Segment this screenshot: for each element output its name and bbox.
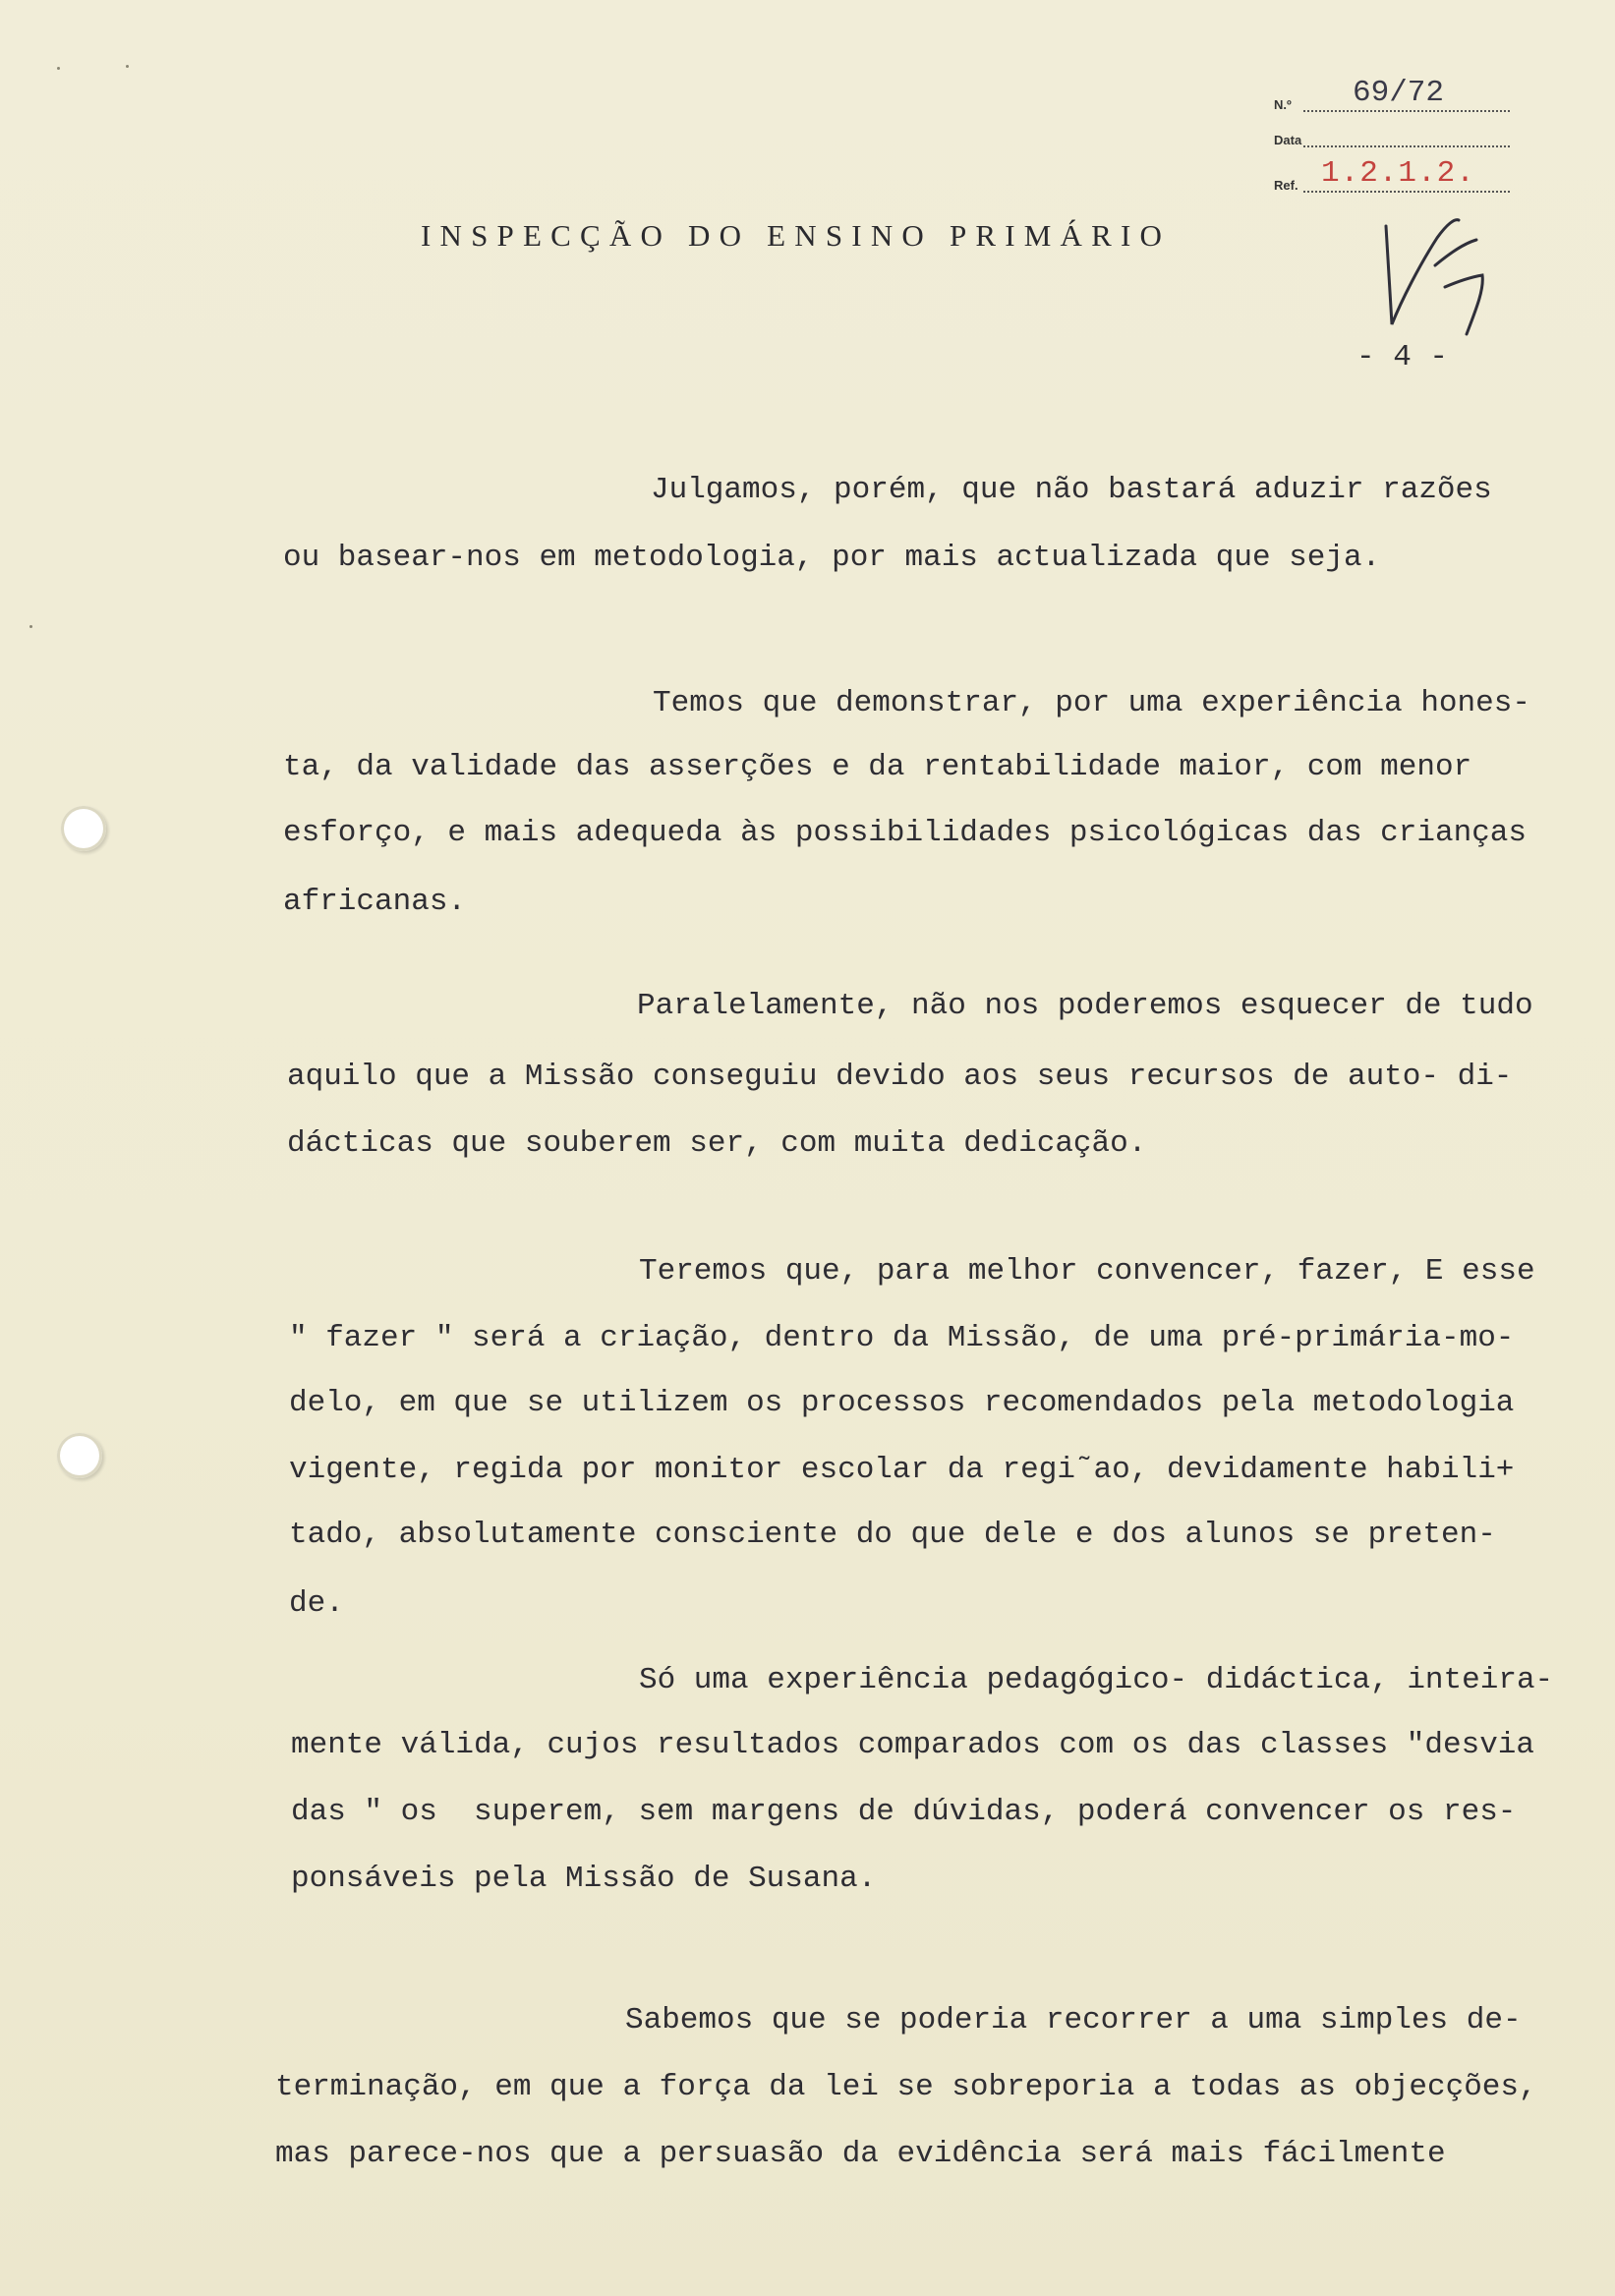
punch-hole-lower — [57, 1433, 102, 1478]
signature-icon — [1368, 206, 1555, 349]
punch-hole-upper — [61, 806, 106, 851]
body-line: Teremos que, para melhor convencer, fazer, E esse — [639, 1254, 1535, 1289]
body-line: Só uma experiência pedagógico- didáctica, inteira- — [639, 1663, 1554, 1697]
reference-number-value: 69/72 — [1353, 76, 1445, 110]
reference-number-row — [1274, 75, 1510, 120]
body-line: Temos que demonstrar, por uma experiência hones- — [653, 686, 1530, 720]
reference-number-line — [1303, 110, 1510, 112]
body-line: Julgamos, porém, que não bastará aduzir razões — [651, 473, 1492, 507]
body-line: Sabemos que se poderia recorrer a uma simples de- — [625, 2003, 1522, 2038]
body-line: ta, da validade das asserções e da rentabilidade maior, com menor — [283, 750, 1472, 784]
page-number: - 4 - — [1356, 340, 1449, 374]
reference-ref-line — [1303, 191, 1510, 193]
body-line: " fazer " será a criação, dentro da Missão, de uma pré-primária-mo- — [289, 1321, 1515, 1355]
body-line: dácticas que souberem ser, com muita dedicação. — [287, 1126, 1147, 1161]
body-line: delo, em que se utilizem os processos recomendados pela metodologia — [289, 1386, 1515, 1420]
body-line: Paralelamente, não nos poderemos esquecer de tudo — [637, 989, 1533, 1023]
body-line: vigente, regida por monitor escolar da regi˜ao, devidamente habili+ — [289, 1453, 1515, 1487]
body-line: aquilo que a Missão conseguiu devido aos seus recursos de auto- di- — [287, 1060, 1513, 1094]
reference-date-line — [1303, 145, 1510, 147]
header-title: INSPECÇÃO DO ENSINO PRIMÁRIO — [421, 218, 1172, 253]
paper-speck — [126, 65, 129, 68]
reference-number-label: N.º — [1274, 97, 1292, 112]
body-line: terminação, em que a força da lei se sobreporia a todas as objecções, — [275, 2070, 1537, 2104]
reference-ref-label: Ref. — [1274, 178, 1298, 193]
body-line: esforço, e mais adequeda às possibilidades psicológicas das crianças — [283, 816, 1528, 850]
reference-date-row — [1274, 120, 1510, 155]
reference-ref-value: 1.2.1.2. — [1321, 156, 1475, 191]
body-line: ponsáveis pela Missão de Susana. — [291, 1862, 877, 1896]
body-line: mente válida, cujos resultados comparados com os das classes "desvia — [291, 1728, 1535, 1762]
body-line: mas parece-nos que a persuasão da evidência será mais fácilmente — [275, 2137, 1446, 2171]
reference-date-label: Data — [1274, 133, 1302, 147]
paper-speck — [57, 67, 60, 70]
body-line: das " os superem, sem margens de dúvidas, poderá convencer os res- — [291, 1795, 1517, 1829]
reference-block — [1274, 75, 1510, 201]
reference-ref-row — [1274, 155, 1510, 201]
body-line: ou basear-nos em metodologia, por mais actualizada que seja. — [283, 541, 1381, 575]
body-line: de. — [289, 1586, 344, 1621]
body-line: africanas. — [283, 885, 467, 919]
paper-speck — [29, 625, 32, 628]
body-line: tado, absolutamente consciente do que dele e dos alunos se preten- — [289, 1518, 1496, 1552]
